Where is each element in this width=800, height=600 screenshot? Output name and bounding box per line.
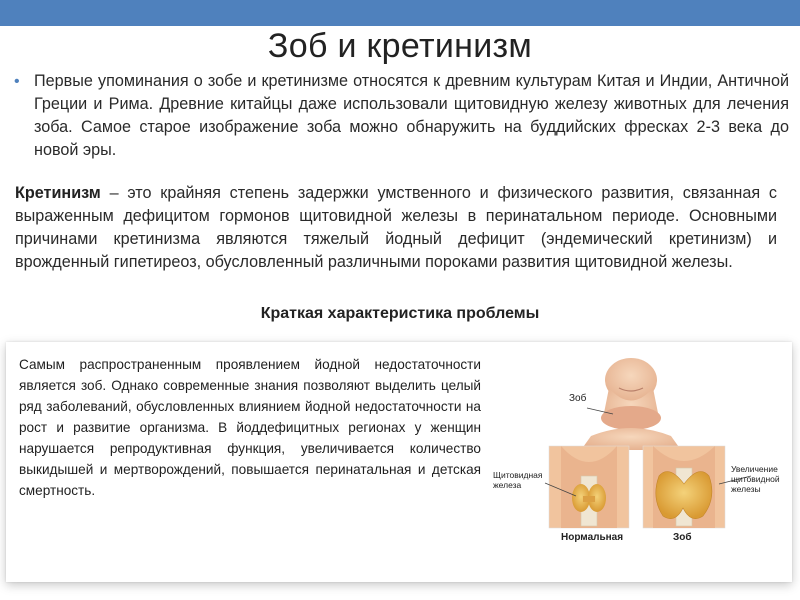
thyroid-label: Щитовидная железа <box>493 470 543 490</box>
history-bullet-text: Первые упоминания о зобе и кретинизме относятся к древним культурам Китая и Индии, Античной Греции и Рима. Древние китайцы даже использовали щитовидную железу животных для лечения зоба. Самое старое изображение зоба можно обнаружить на буддийских фресках 2-3 века до новой эры. <box>34 72 789 159</box>
slide-title: Зоб и кретинизм <box>267 27 533 65</box>
cretinism-term: Кретинизм <box>15 184 101 202</box>
section-subheading: Краткая характеристика проблемы <box>260 305 540 322</box>
header-bar <box>0 0 800 26</box>
problem-card-text: Самым распространенным проявлением йодной недостаточности является зоб. Однако современные знания позволяют выделить целый ряд заболеваний, обусловленных влиянием йодной недостаточности на рост и развитие организма. В йоддефицитных регионах у женщин нарушается репродуктивная функция, увеличивается количество выкидышей и мертворождений, повышается перинатальная и детская смертность. <box>19 357 481 498</box>
cretinism-definition <box>15 182 777 274</box>
goiter-face-image <box>491 358 786 558</box>
problem-card <box>6 342 792 582</box>
goiter-label: Зоб <box>569 393 587 404</box>
cretinism-definition-text: – это крайняя степень задержки умственного и физического развития, связанная с выраженным дефицитом гормонов щитовидной железы в перинатальном периоде. Основными причинами кретинизма являются тяжелый йодный дефицит (эндемический кретинизм) и врожденный гипетиреоз, обусловленный различными пороками развития щитовидной железы. <box>15 184 777 271</box>
bullet-icon: • <box>14 73 20 90</box>
enlarged-thyroid-label: Увеличение щитовидной железы <box>731 464 780 494</box>
normal-caption: Нормальная <box>561 532 624 543</box>
goiter-illustration <box>491 358 786 558</box>
goiter-caption: Зоб <box>673 532 692 543</box>
